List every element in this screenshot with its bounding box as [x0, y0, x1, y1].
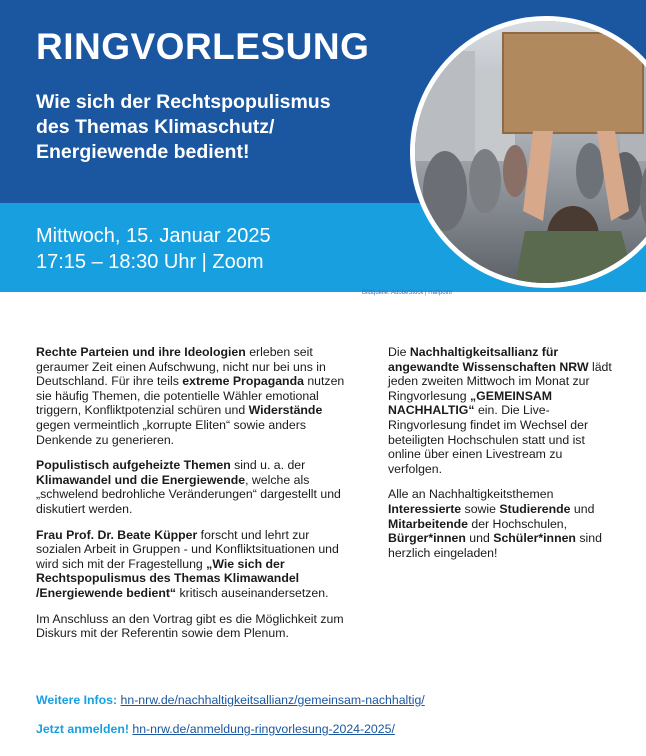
paragraph-speaker — [36, 528, 354, 601]
bold-text: Rechte Parteien und ihre Ideologien — [36, 345, 246, 359]
bold-text: Populistisch aufgeheizte Themen — [36, 458, 231, 473]
bold-text: „Wie sich der Rechtspopulismus des Themas Klimawandel /Energiewende bedient“ — [36, 556, 300, 600]
more-info-label: Weitere Infos: — [36, 693, 118, 707]
body-text: Die — [388, 345, 410, 359]
left-text-column — [36, 345, 354, 652]
body-text: Alle an Nachhaltigkeitsthemen — [388, 487, 554, 502]
bold-text: Bürger*innen — [388, 531, 466, 546]
bold-text: Interessierte — [388, 501, 462, 516]
body-text: , welche als „schwelend bedrohliche Veränderungen“ dargestellt und diskutiert werden. — [36, 472, 341, 516]
series-name: „GEMEINSAM NACHHALTIG“ — [388, 388, 553, 418]
bold-text: extreme Propaganda — [182, 374, 304, 389]
body-text: sowie — [461, 501, 500, 516]
event-date-time — [36, 223, 271, 275]
register-link[interactable]: hn-nrw.de/anmeldung-ringvorlesung-2024-2025/ — [132, 722, 395, 736]
right-text-column — [388, 345, 616, 571]
body-text: und — [465, 531, 494, 546]
register-line — [36, 722, 395, 736]
event-date: Mittwoch, 15. Januar 2025 — [36, 225, 271, 247]
body-text: ein. Die Live-Ringvorlesung findet im Wechsel der beteiligten Hochschulen statt und ist online über einen Livestream zu verfolgen. — [388, 403, 589, 476]
body-text: Im Anschluss an den Vortrag gibt es die Möglichkeit zum Diskurs mit der Referentin sowie dem Plenum. — [36, 611, 344, 641]
bold-text: Klimawandel und die Energiewende — [36, 472, 246, 487]
hero-banner — [0, 0, 646, 296]
organization-name: Nachhaltigkeitsallianz für angewandte Wissenschaften NRW — [388, 345, 589, 374]
page-title: RINGVORLESUNG — [36, 26, 370, 67]
body-text: der Hochschulen, — [467, 516, 568, 531]
paragraph-alliance — [388, 345, 616, 476]
body-text: kritisch auseinandersetzen. — [176, 585, 329, 600]
event-time: 17:15 – 18:30 Uhr | Zoom — [36, 251, 264, 273]
paragraph-invitation — [388, 487, 616, 560]
body-text: erleben seit geraumer Zeit einen Aufschwung, nicht nur bei uns in Deutschland. Für ihre teils — [36, 345, 326, 389]
photo-credit: Bildquelle: AdobeStock | Halfpoint — [362, 290, 452, 296]
body-text: lädt jeden zweiten Mittwoch im Monat zur Ringvorlesung — [388, 359, 612, 403]
more-info-line — [36, 693, 425, 707]
body-text: und — [570, 501, 595, 516]
body-text: sind herzlich eingeladen! — [388, 531, 602, 560]
speaker-name: Frau Prof. Dr. Beate Küpper — [36, 527, 198, 542]
paragraph-populist-topics — [36, 458, 354, 516]
body-text: gegen vermeintlich „korrupte Eliten“ sowie anders Denkende zu generieren. — [36, 417, 306, 447]
lecture-subtitle — [36, 90, 396, 165]
protest-photo-illustration — [415, 21, 646, 283]
bold-text: Mitarbeitende — [388, 516, 468, 531]
body-text: nutzen sie häufig Themen, die potentielle Wähler emotional triggern, Konfliktpotenzial schüren und — [36, 374, 345, 418]
subtitle-line: Wie sich der Rechtspopulismus — [36, 91, 331, 113]
body-text: forscht und lehrt zur sozialen Arbeit in Gruppen - und Konfliktsituationen und wird sich mit der Fragestellung — [36, 527, 339, 571]
bold-text: Studierende — [499, 501, 571, 516]
register-label: Jetzt anmelden! — [36, 722, 129, 736]
bold-text: Schüler*innen — [493, 531, 576, 546]
bold-text: Widerstände — [248, 403, 323, 418]
paragraph-right-wing-parties — [36, 345, 354, 447]
more-info-link[interactable]: hn-nrw.de/nachhaltigkeitsallianz/gemeinsam-nachhaltig/ — [120, 693, 425, 707]
paragraph-discussion — [36, 612, 354, 641]
subtitle-line: Energiewende bedient! — [36, 141, 250, 163]
subtitle-line: des Themas Klimaschutz/ — [36, 116, 275, 138]
body-text: sind u. a. der — [230, 458, 306, 473]
